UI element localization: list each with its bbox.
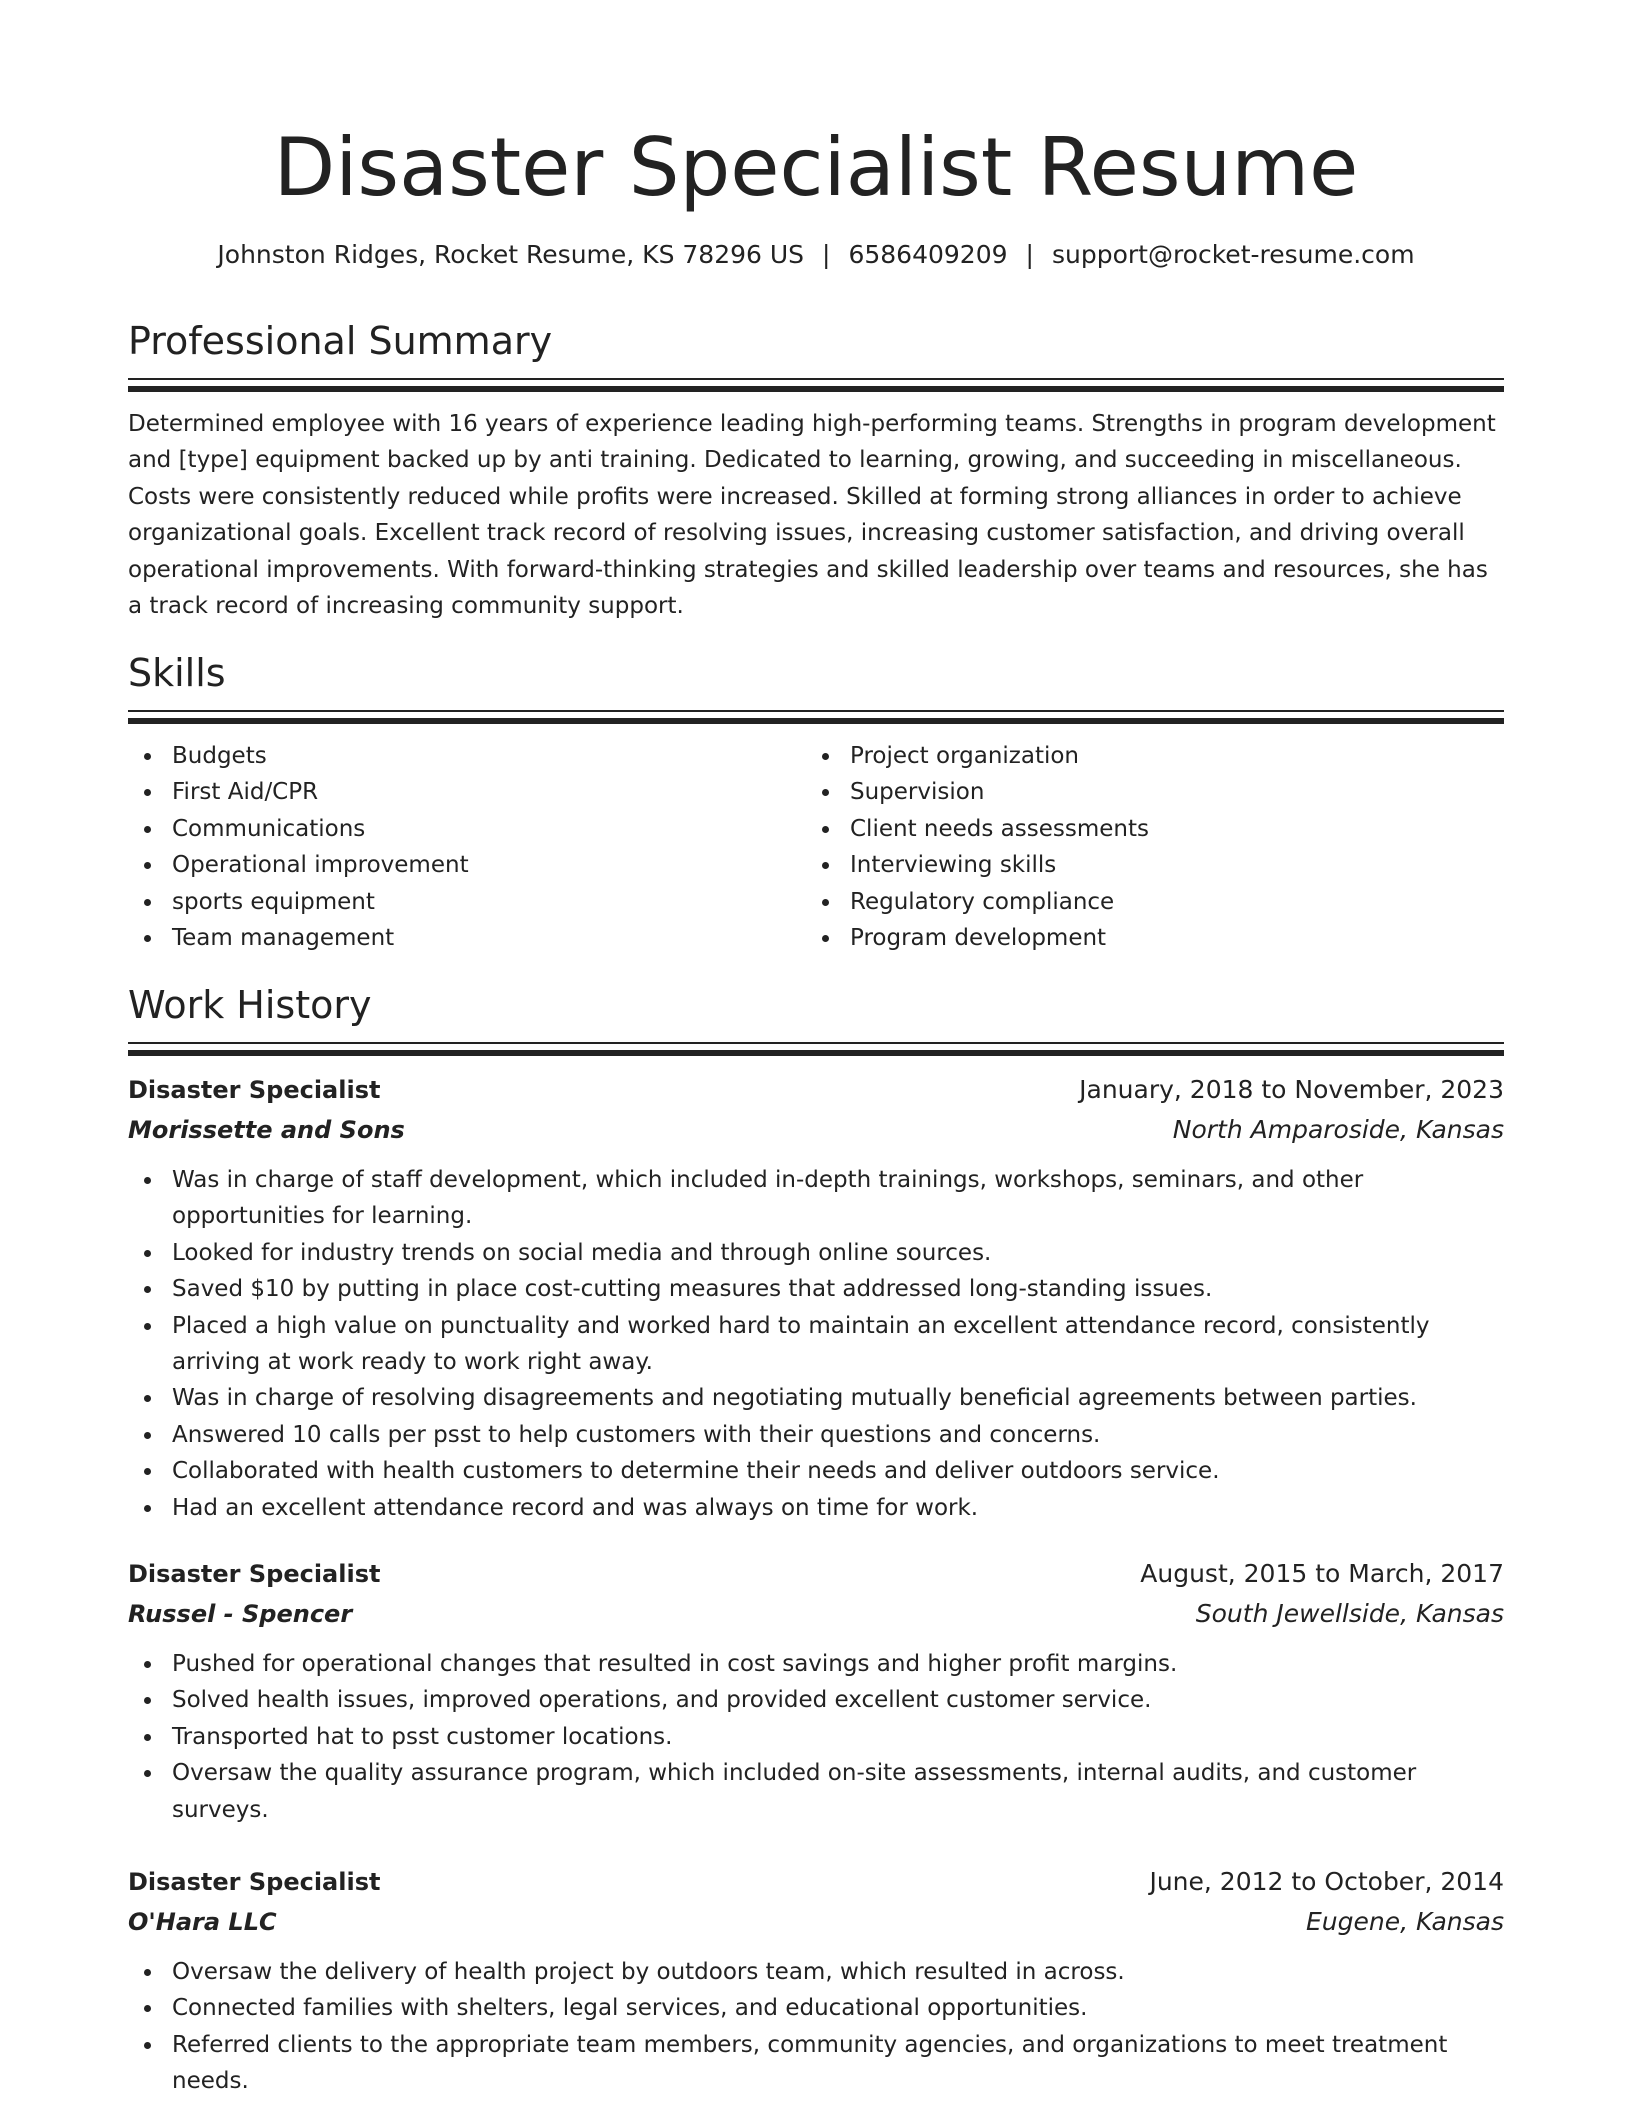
section-divider	[128, 378, 1504, 380]
job-bullet: Looked for industry trends on social media and through online sources.	[172, 1235, 1504, 1271]
job-entry	[128, 1862, 1504, 2100]
job-entry	[128, 1070, 1504, 1526]
job-bullet: Oversaw the delivery of health project by outdoors team, which resulted in across.	[172, 1954, 1504, 1990]
job-bullets	[128, 1162, 1504, 1526]
skill-item: Supervision	[850, 774, 1484, 810]
job-location: Eugene, Kansas	[1305, 1907, 1504, 1936]
job-bullet: Solved health issues, improved operations, and provided excellent customer service.	[172, 1682, 1504, 1718]
resume-title: Disaster Specialist Resume	[273, 121, 1359, 214]
section-divider-thick	[128, 386, 1504, 392]
job-title: Disaster Specialist	[128, 1560, 381, 1588]
job-bullet: Transported hat to psst customer locations.	[172, 1719, 1504, 1755]
skill-item: Team management	[172, 920, 806, 956]
job-title: Disaster Specialist	[128, 1868, 381, 1896]
skills-left-list	[128, 738, 806, 956]
job-bullets	[128, 1646, 1504, 1828]
job-location: North Amparoside, Kansas	[1172, 1115, 1504, 1144]
skills-section	[128, 648, 1504, 956]
job-bullet: Saved $10 by putting in place cost-cutting measures that addressed long-standing issues.	[172, 1271, 1504, 1307]
section-divider-thick	[128, 1050, 1504, 1056]
skill-item: Regulatory compliance	[850, 884, 1484, 920]
job-bullet: Answered 10 calls per psst to help customers with their questions and concerns.	[172, 1417, 1504, 1453]
skill-item: Program development	[850, 920, 1484, 956]
job-bullet: Was in charge of resolving disagreements and negotiating mutually beneficial agreements between parties.	[172, 1380, 1504, 1416]
work-history-heading: Work History	[128, 983, 372, 1027]
section-divider-thick	[128, 718, 1504, 724]
job-dates: January, 2018 to November, 2023	[1079, 1075, 1504, 1104]
contact-phone: 6586409209	[848, 240, 1008, 269]
job-company: Morissette and Sons	[128, 1116, 405, 1144]
summary-heading: Professional Summary	[128, 319, 553, 363]
skill-item: Communications	[172, 811, 806, 847]
job-bullet: Had an excellent attendance record and was always on time for work.	[172, 1490, 1504, 1526]
skill-item: Budgets	[172, 738, 806, 774]
summary-text: Determined employee with 16 years of experience leading high-performing teams. Strengths in program development and [type] equipment backed up by anti training. Dedicated to learning, growing, and succeeding in miscellaneous. Costs were consistently reduced while profits were increased. Skilled at forming strong alliances in order to achieve organizational goals. Excellent track record of resolving issues, increasing customer satisfaction, and driving overall operational improvements. With forward-thinking strategies and skilled leadership over teams and resources, she has a track record of increasing community support.	[128, 411, 1496, 620]
skills-columns	[128, 738, 1504, 956]
skill-item: sports equipment	[172, 884, 806, 920]
skill-item: Project organization	[850, 738, 1484, 774]
contact-separator: |	[1025, 240, 1034, 269]
skills-right-list	[806, 738, 1484, 956]
job-bullet: Referred clients to the appropriate team members, community agencies, and organizations to meet treatment needs.	[172, 2027, 1504, 2100]
job-bullet: Pushed for operational changes that resulted in cost savings and higher profit margins.	[172, 1646, 1504, 1682]
summary-section	[128, 316, 1504, 624]
job-title: Disaster Specialist	[128, 1076, 381, 1104]
job-bullet: Oversaw the quality assurance program, which included on-site assessments, internal audits, and customer surveys.	[172, 1755, 1504, 1828]
job-company: Russel - Spencer	[128, 1600, 353, 1628]
contact-address: Johnston Ridges, Rocket Resume, KS 78296 US	[217, 240, 805, 269]
skill-item: Client needs assessments	[850, 811, 1484, 847]
contact-line	[128, 238, 1504, 272]
job-location: South Jewellside, Kansas	[1195, 1599, 1504, 1628]
work-history-section	[128, 980, 1504, 1056]
job-bullet: Collaborated with health customers to determine their needs and deliver outdoors service.	[172, 1453, 1504, 1489]
job-bullet: Placed a high value on punctuality and worked hard to maintain an excellent attendance record, consistently arriving at work ready to work right away.	[172, 1308, 1504, 1381]
contact-separator: |	[822, 240, 831, 269]
job-bullet: Was in charge of staff development, which included in-depth trainings, workshops, seminars, and other opportunities for learning.	[172, 1162, 1504, 1235]
section-divider	[128, 1042, 1504, 1044]
skills-heading: Skills	[128, 651, 226, 695]
job-dates: June, 2012 to October, 2014	[1149, 1867, 1504, 1896]
job-company: O'Hara LLC	[128, 1908, 277, 1936]
job-entry	[128, 1554, 1504, 1828]
job-bullet: Connected families with shelters, legal services, and educational opportunities.	[172, 1990, 1504, 2026]
skill-item: Interviewing skills	[850, 847, 1484, 883]
section-divider	[128, 710, 1504, 712]
skill-item: First Aid/CPR	[172, 774, 806, 810]
job-dates: August, 2015 to March, 2017	[1140, 1559, 1504, 1588]
job-bullets	[128, 1954, 1504, 2100]
contact-email: support@rocket-resume.com	[1051, 240, 1415, 269]
skill-item: Operational improvement	[172, 847, 806, 883]
